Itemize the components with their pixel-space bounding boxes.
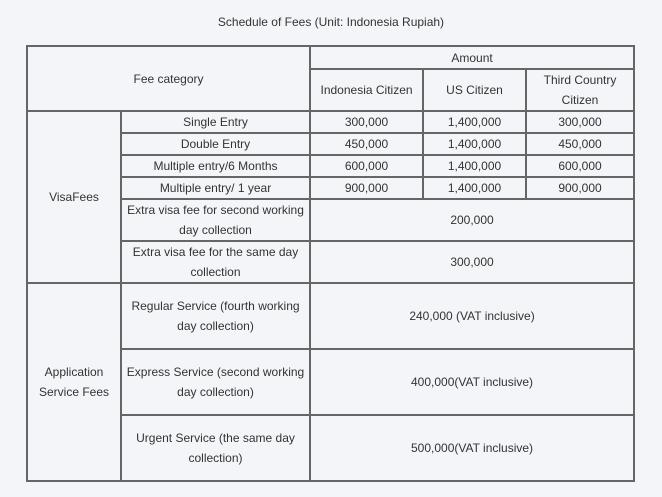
cell-value: 900,000 xyxy=(310,177,423,199)
cell-value: 600,000 xyxy=(310,155,423,177)
cell-value: 900,000 xyxy=(526,177,634,199)
table-caption: Schedule of Fees (Unit: Indonesia Rupiah) xyxy=(217,15,445,29)
row-label: Extra visa fee for second working day collection xyxy=(121,199,310,241)
cell-value: 300,000 xyxy=(310,111,423,133)
table-row xyxy=(27,283,634,349)
cell-value: 450,000 xyxy=(526,133,634,155)
cell-value: 400,000(VAT inclusive) xyxy=(310,349,634,415)
row-label: Multiple entry/6 Months xyxy=(121,155,310,177)
cell-value: 200,000 xyxy=(310,199,634,241)
cell-value: 1,400,000 xyxy=(423,111,526,133)
column-header-us: US Citizen xyxy=(423,69,526,111)
row-label: Regular Service (fourth working day collection) xyxy=(121,283,310,349)
cell-value: 300,000 xyxy=(310,241,634,283)
cell-value: 500,000(VAT inclusive) xyxy=(310,415,634,481)
cell-value: 600,000 xyxy=(526,155,634,177)
cell-value: 450,000 xyxy=(310,133,423,155)
cell-value: 240,000 (VAT inclusive) xyxy=(310,283,634,349)
service-fees-group-label: Application Service Fees xyxy=(27,283,121,481)
fee-category-header: Fee category xyxy=(27,46,310,111)
visa-fees-group-label: VisaFees xyxy=(27,111,121,283)
cell-value: 1,400,000 xyxy=(423,155,526,177)
cell-value: 1,400,000 xyxy=(423,177,526,199)
cell-value: 300,000 xyxy=(526,111,634,133)
row-label: Express Service (second working day collection) xyxy=(121,349,310,415)
fee-schedule-table xyxy=(26,45,635,482)
row-label: Extra visa fee for the same day collection xyxy=(121,241,310,283)
row-label: Double Entry xyxy=(121,133,310,155)
table-row xyxy=(27,111,634,133)
column-header-indonesia: Indonesia Citizen xyxy=(310,69,423,111)
row-label: Multiple entry/ 1 year xyxy=(121,177,310,199)
row-label: Single Entry xyxy=(121,111,310,133)
row-label: Urgent Service (the same day collection) xyxy=(121,415,310,481)
cell-value: 1,400,000 xyxy=(423,133,526,155)
column-header-third-country: Third Country Citizen xyxy=(526,69,634,111)
amount-header: Amount xyxy=(310,46,634,69)
